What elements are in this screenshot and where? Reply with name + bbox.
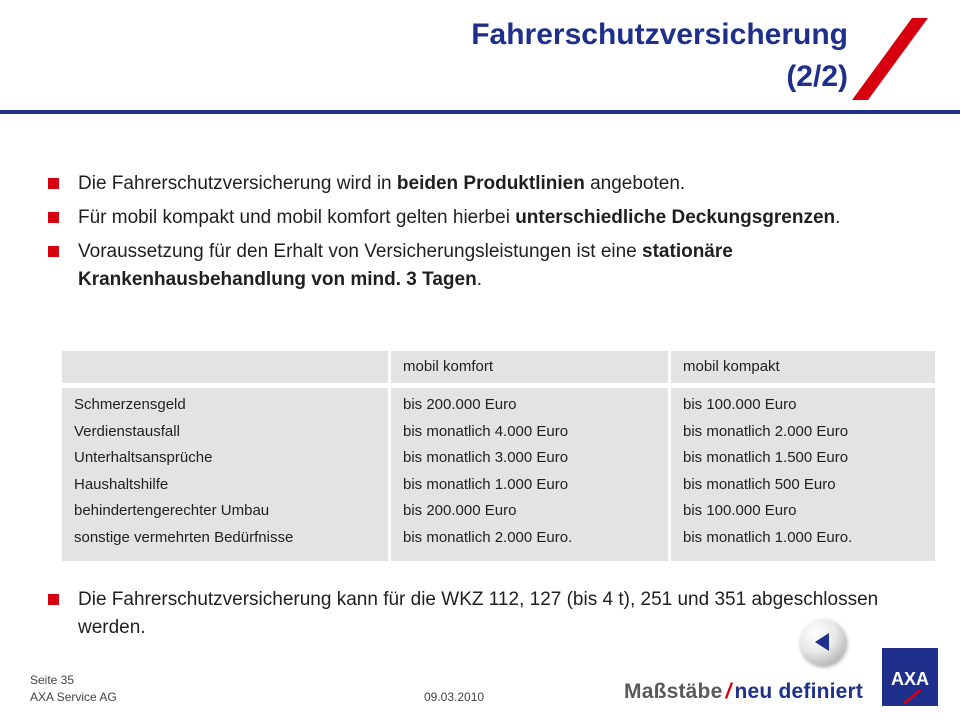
table-cell: bis monatlich 500 Euro: [683, 475, 836, 493]
table-cell: bis 100.000 Euro: [683, 396, 797, 413]
back-button[interactable]: [800, 619, 846, 665]
company-name: AXA Service AG: [30, 690, 117, 704]
slogan-slash: /: [725, 680, 732, 703]
table-cell: bis monatlich 1.000 Euro: [403, 475, 569, 493]
bullet-text: Die Fahrerschutzversicherung wird in: [78, 173, 397, 194]
bullet-text: .: [835, 207, 841, 228]
table-header-empty: [62, 351, 388, 383]
axa-logo-text: AXA: [890, 669, 930, 689]
red-square-bullet-icon: [48, 178, 59, 189]
table-cell: Schmerzensgeld: [74, 396, 186, 413]
table-cell: sonstige vermehrten Bedürfnisse: [74, 528, 294, 546]
title-line-1: Fahrerschutzversicherung: [471, 18, 848, 51]
bullet-emphasis: beiden Produktlinien: [396, 173, 585, 194]
red-square-bullet-icon: [48, 594, 59, 605]
title-line-2: (2/2): [786, 60, 848, 93]
page-number: Seite 35: [30, 673, 75, 687]
table-cell: bis 200.000 Euro: [403, 396, 517, 413]
bullet-item: [46, 238, 926, 294]
table-cell: behindertengerechter Umbau: [74, 502, 270, 519]
bullet-emphasis: unterschiedliche Deckungsgrenzen: [515, 207, 836, 228]
axa-slash-icon: [852, 14, 932, 104]
title-divider: [0, 110, 960, 114]
bullet-text: angeboten.: [584, 173, 686, 194]
bottom-bullet-text: Die Fahrerschutzversicherung kann für die WKZ 112, 127 (bis 4 t), 251 und 351 abgeschlossen werden.: [78, 589, 879, 638]
bullet-text: Für mobil kompakt und mobil komfort gelten hierbei: [78, 207, 516, 228]
bullet-list: [46, 170, 926, 300]
table-cell: Unterhaltsansprüche: [74, 449, 213, 466]
bullet-emphasis: stationäre Krankenhausbehandlung von mind. 3 Tagen: [78, 241, 733, 290]
bullet-item: [46, 170, 926, 198]
slogan: [624, 680, 863, 704]
table-header-kompakt: mobil kompakt: [671, 351, 935, 383]
red-square-bullet-icon: [48, 246, 59, 257]
page-title: [148, 14, 848, 98]
table-cell: bis monatlich 3.000 Euro: [403, 449, 569, 466]
coverage-table: [62, 351, 935, 561]
table-cell: bis monatlich 1.000 Euro.: [683, 528, 853, 546]
axa-logo: [882, 648, 938, 706]
bullet-text: .: [476, 269, 482, 290]
slogan-part-1: Maßstäbe: [624, 680, 723, 703]
table-cell: bis 200.000 Euro: [403, 502, 517, 519]
left-triangle-back-icon: [800, 619, 846, 665]
table-cell: bis monatlich 2.000 Euro.: [403, 528, 573, 546]
table-cell: Verdienstausfall: [74, 422, 180, 440]
table-column-kompakt: [671, 388, 935, 561]
table-cell: bis monatlich 2.000 Euro: [683, 422, 849, 440]
bullet-item: [46, 204, 926, 232]
table-column-komfort: [391, 388, 668, 561]
table-cell: Haushaltshilfe: [74, 475, 169, 493]
table-cell: bis monatlich 4.000 Euro: [403, 422, 569, 440]
table-column-benefits: [62, 388, 388, 561]
table-header-komfort: mobil komfort: [391, 351, 668, 383]
slogan-part-2: neu definiert: [734, 680, 864, 703]
table-cell: bis 100.000 Euro: [683, 502, 797, 519]
bullet-text: Voraussetzung für den Erhalt von Versicherungsleistungen ist eine: [78, 241, 643, 262]
table-cell: bis monatlich 1.500 Euro: [683, 449, 849, 466]
footer-date: 09.03.2010: [424, 690, 485, 704]
red-square-bullet-icon: [48, 212, 59, 223]
